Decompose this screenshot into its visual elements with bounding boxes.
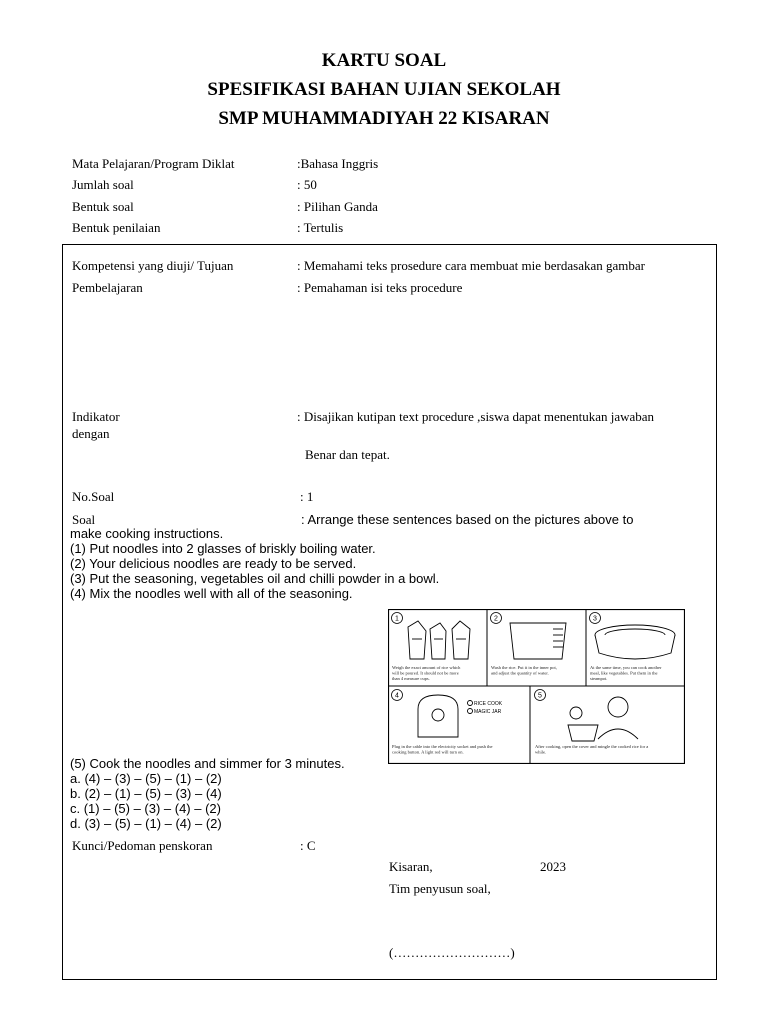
soal-line-2: make cooking instructions. [70, 526, 224, 541]
steampot-icon [595, 625, 675, 659]
option-b: b. (2) – (1) – (5) – (3) – (4) [70, 786, 222, 801]
pembelajaran-label: Pembelajaran [72, 280, 143, 295]
legend-rice-cook: RICE COOK [474, 701, 503, 707]
kunci-label: Kunci/Pedoman penskoran [72, 838, 213, 853]
soal-item-3: (3) Put the seasoning, vegetables oil and chilli powder in a bowl. [70, 571, 440, 586]
page-title-1: KARTU SOAL [321, 50, 447, 71]
signature-place: Kisaran, [389, 859, 433, 874]
option-a: a. (4) – (3) – (5) – (1) – (2) [70, 771, 222, 786]
inner-pot-icon [510, 623, 566, 659]
kompetensi-value: : Memahami teks prosedure cara membuat mie berdasakan gambar [297, 258, 645, 273]
option-c: c. (1) – (5) – (3) – (4) – (2) [70, 801, 221, 816]
panel-number: 5 [538, 692, 542, 700]
soal-item-1: (1) Put noodles into 2 glasses of briskly boiling water. [70, 541, 376, 556]
panel-caption: Plug in the cable into the electricity socket and push the cooking button. A light red will turn on. [392, 744, 493, 755]
panel-caption: Weigh the exact amount of rice which will be poured. It should not be more than 4 measure cups. [392, 665, 461, 681]
soal-item-4: (4) Mix the noodles well with all of the seasoning. [70, 586, 353, 601]
signature-team: Tim penyusun soal, [389, 881, 491, 896]
soal-item-5: (5) Cook the noodles and simmer for 3 minutes. [70, 756, 345, 771]
panel-number: 1 [395, 615, 399, 623]
signature-year: 2023 [540, 859, 566, 874]
kunci-value: : C [300, 838, 316, 853]
info-label: Mata Pelajaran/Program Diklat [72, 156, 235, 171]
legend-magic-jar: MAGIC JAR [474, 709, 502, 715]
panel-caption: At the same time, you can cook another meal, like vegetables. Put them in the steampot. [590, 665, 662, 681]
indikator-label-2: dengan [72, 426, 110, 441]
panel-caption: After cooking, open the cover and mingle the cooked rice for a while. [535, 744, 649, 755]
page-title-2: SPESIFIKASI BAHAN UJIAN SEKOLAH [207, 79, 561, 100]
panel-number: 3 [593, 615, 597, 623]
pembelajaran-value: : Pemahaman isi teks procedure [297, 280, 463, 295]
info-value: : Tertulis [297, 220, 344, 235]
procedure-figure [388, 609, 685, 764]
signature-blank: (………………………) [389, 945, 515, 960]
soal-value: : Arrange these sentences based on the pictures above to [301, 512, 634, 527]
panel-number: 2 [494, 615, 498, 623]
nosoal-value: : 1 [300, 489, 314, 504]
info-label: Bentuk soal [72, 199, 134, 214]
panel-number: 4 [395, 692, 399, 700]
kompetensi-label: Kompetensi yang diuji/ Tujuan [72, 258, 234, 273]
soal-item-2: (2) Your delicious noodles are ready to be served. [70, 556, 357, 571]
info-value: : 50 [297, 177, 317, 192]
info-label: Jumlah soal [72, 177, 134, 192]
indikator-label: Indikator [72, 409, 120, 424]
soal-label: Soal [72, 512, 96, 527]
measure-cups-icon [408, 621, 470, 659]
info-value: : Pilihan Ganda [297, 199, 378, 214]
page-title-3: SMP MUHAMMADIYAH 22 KISARAN [218, 108, 550, 129]
nosoal-label: No.Soal [72, 489, 115, 504]
info-value: :Bahasa Inggris [297, 156, 379, 171]
option-d: d. (3) – (5) – (1) – (4) – (2) [70, 816, 222, 831]
indikator-value: : Disajikan kutipan text procedure ,siswa dapat menentukan jawaban [297, 409, 655, 424]
panel-caption: Wash the rice. Put it in the inner pot, and adjust the quantity of water. [491, 665, 557, 676]
indikator-value-2: Benar dan tepat. [305, 447, 390, 462]
info-label: Bentuk penilaian [72, 220, 161, 235]
